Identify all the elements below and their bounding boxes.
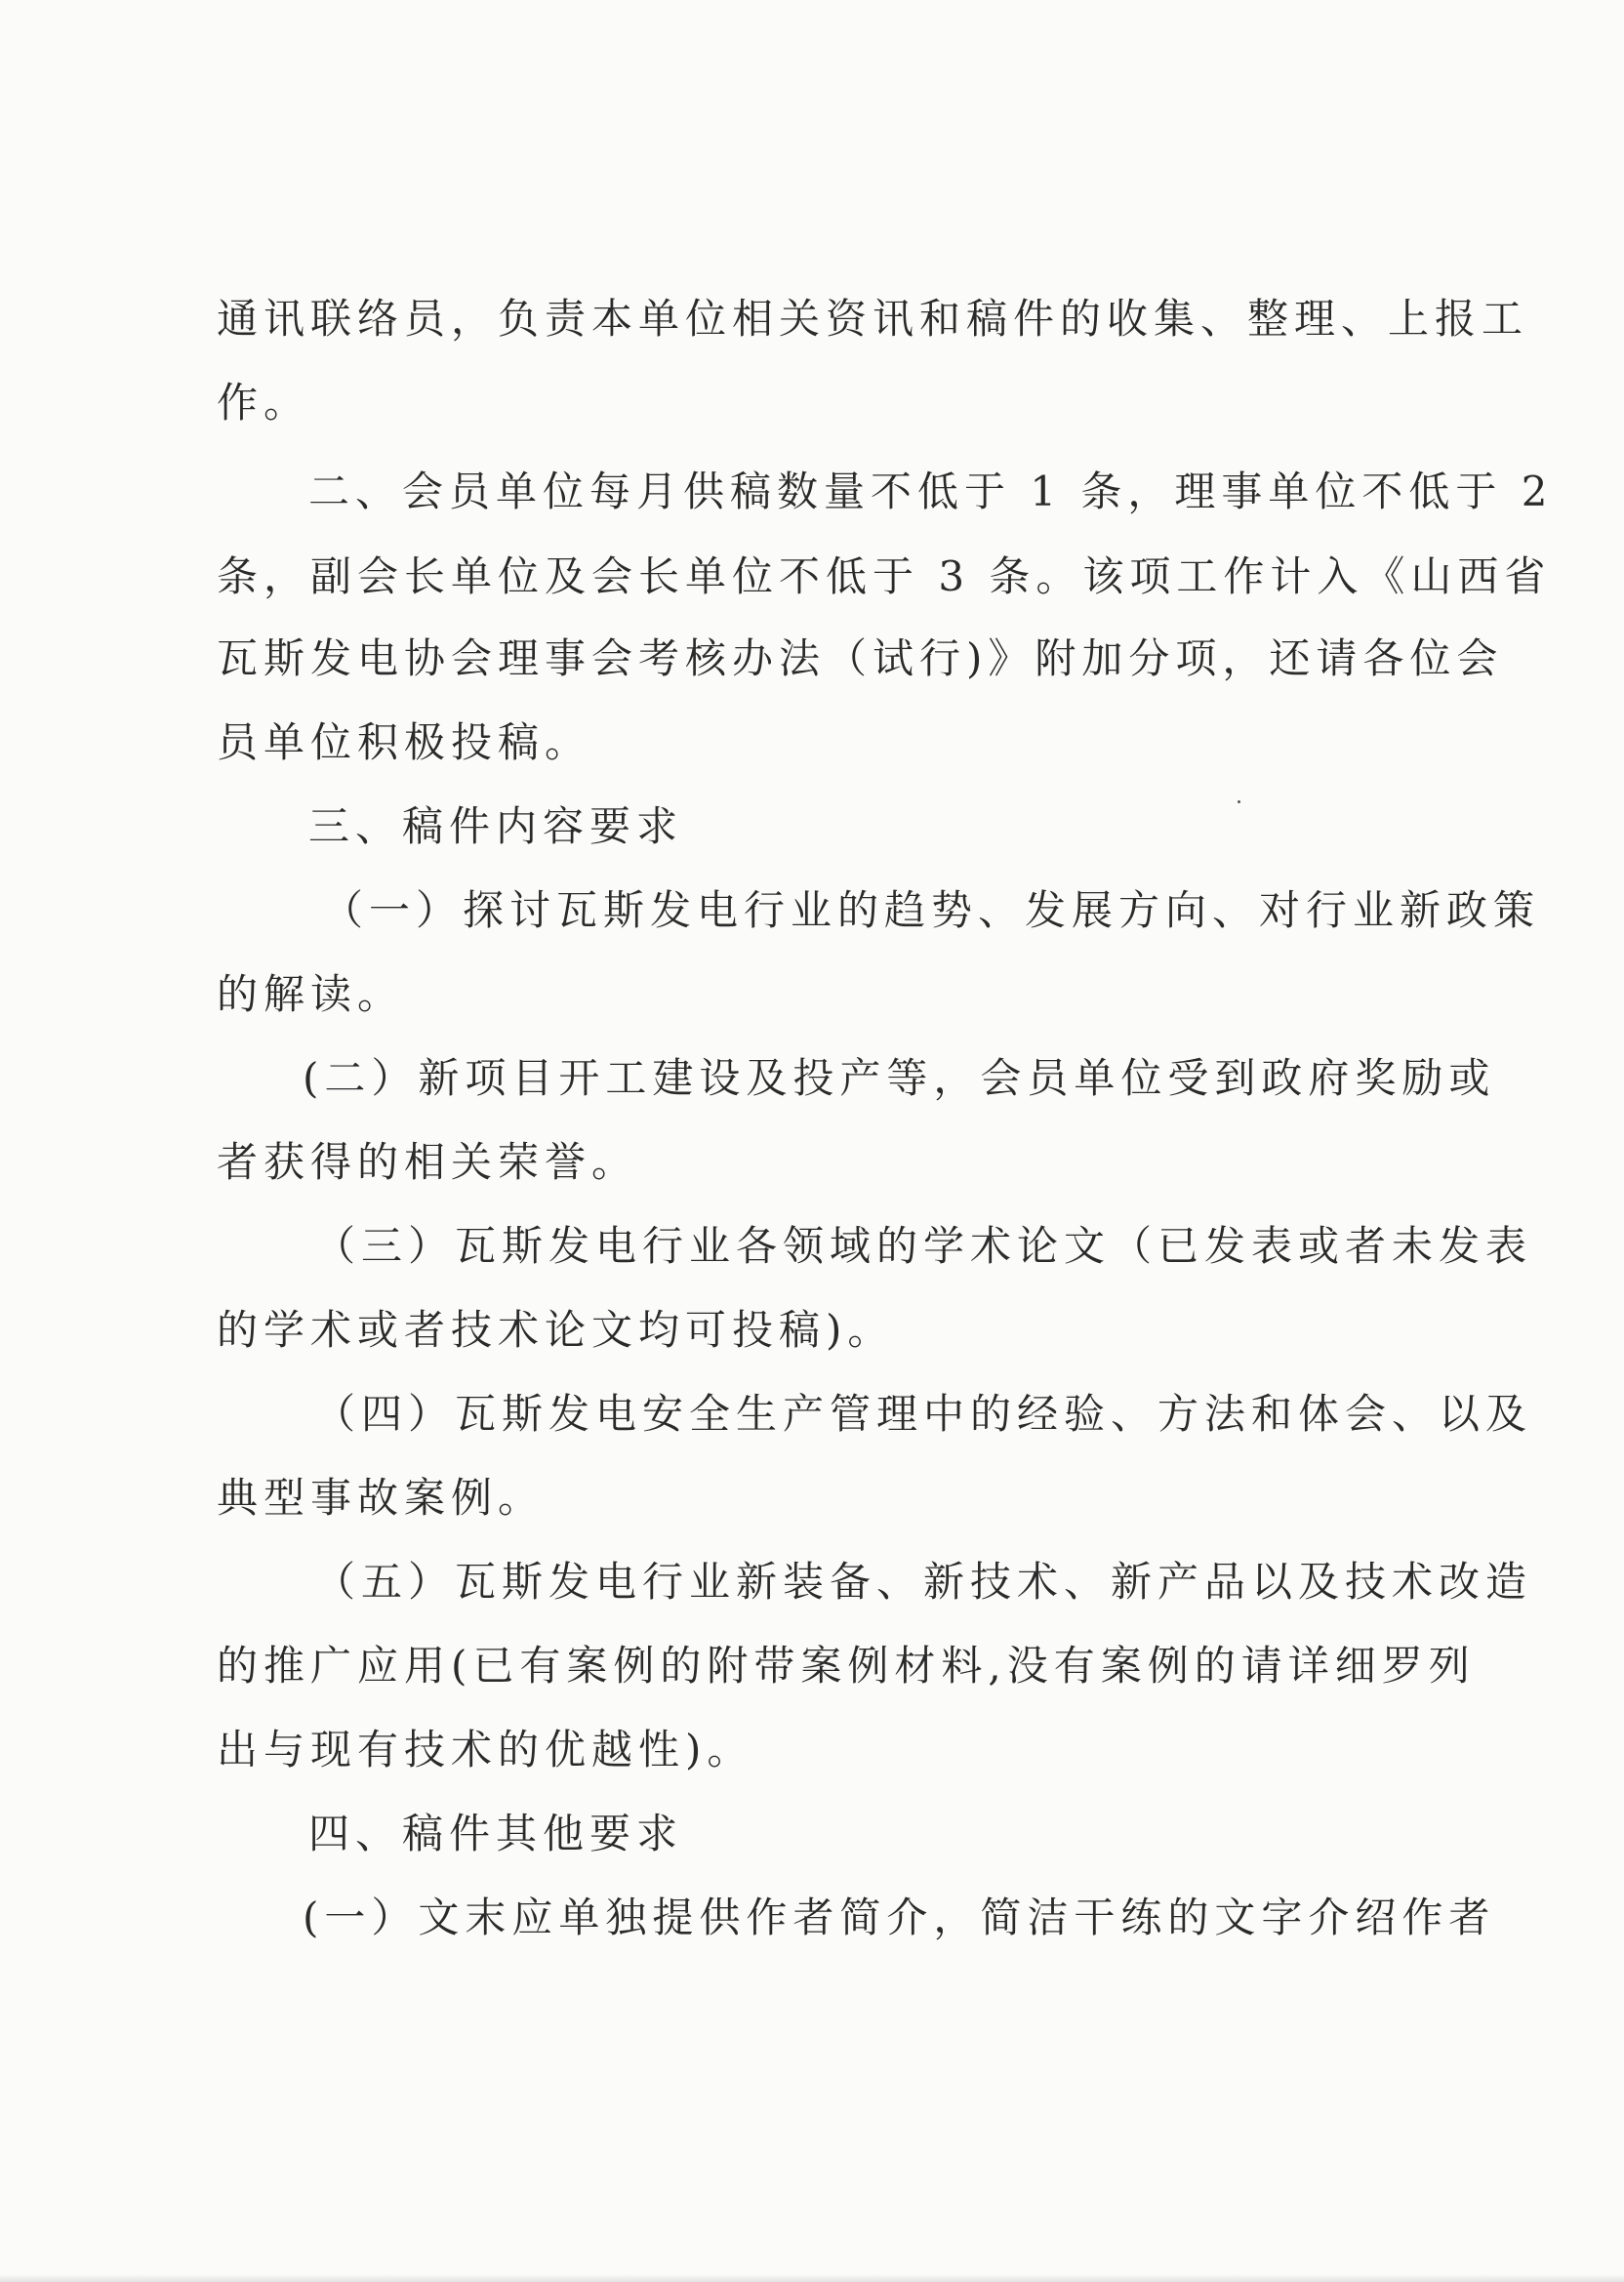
section-heading: 四、稿件其他要求	[308, 1810, 684, 1857]
body-line: （五）瓦斯发电行业新装备、新技术、新产品以及技术改造	[314, 1558, 1533, 1606]
body-line: 二、会员单位每月供稿数量不低于 1 条，理事单位不低于 2	[308, 468, 1554, 515]
body-line: 条，副会长单位及会长单位不低于 3 条。该项工作计入《山西省	[217, 552, 1552, 600]
body-line: （四）瓦斯发电安全生产管理中的经验、方法和体会、以及	[314, 1390, 1533, 1438]
body-line: （三）瓦斯发电行业各领域的学术论文（已发表或者未发表	[314, 1222, 1533, 1270]
body-line: 出与现有技术的优越性)。	[217, 1726, 754, 1773]
section-heading: 三、稿件内容要求	[308, 802, 684, 850]
body-line: (二）新项目开工建设及投产等，会员单位受到政府奖励或	[303, 1054, 1496, 1102]
body-line: 作。	[217, 379, 311, 427]
body-line: (一）文末应单独提供作者简介，简洁干练的文字介绍作者	[303, 1894, 1496, 1941]
body-line: 的解读。	[217, 970, 405, 1018]
body-line: 的推广应用(已有案例的附带案例材料,没有案例的请详细罗列	[217, 1642, 1476, 1690]
body-line: 典型事故案例。	[217, 1474, 546, 1522]
body-line: 的学术或者技术论文均可投稿)。	[217, 1306, 895, 1354]
body-line: （一）探讨瓦斯发电行业的趋势、发展方向、对行业新政策	[322, 886, 1541, 934]
scan-speck	[1238, 800, 1240, 803]
body-line: 通讯联络员，负责本单位相关资讯和稿件的收集、整理、上报工	[217, 295, 1529, 343]
body-line: 者获得的相关荣誉。	[217, 1138, 639, 1186]
body-line: 员单位积极投稿。	[217, 718, 592, 766]
scan-bottom-edge	[0, 2274, 1624, 2282]
body-line: 瓦斯发电协会理事会考核办法（试行)》附加分项，还请各位会	[217, 634, 1504, 682]
